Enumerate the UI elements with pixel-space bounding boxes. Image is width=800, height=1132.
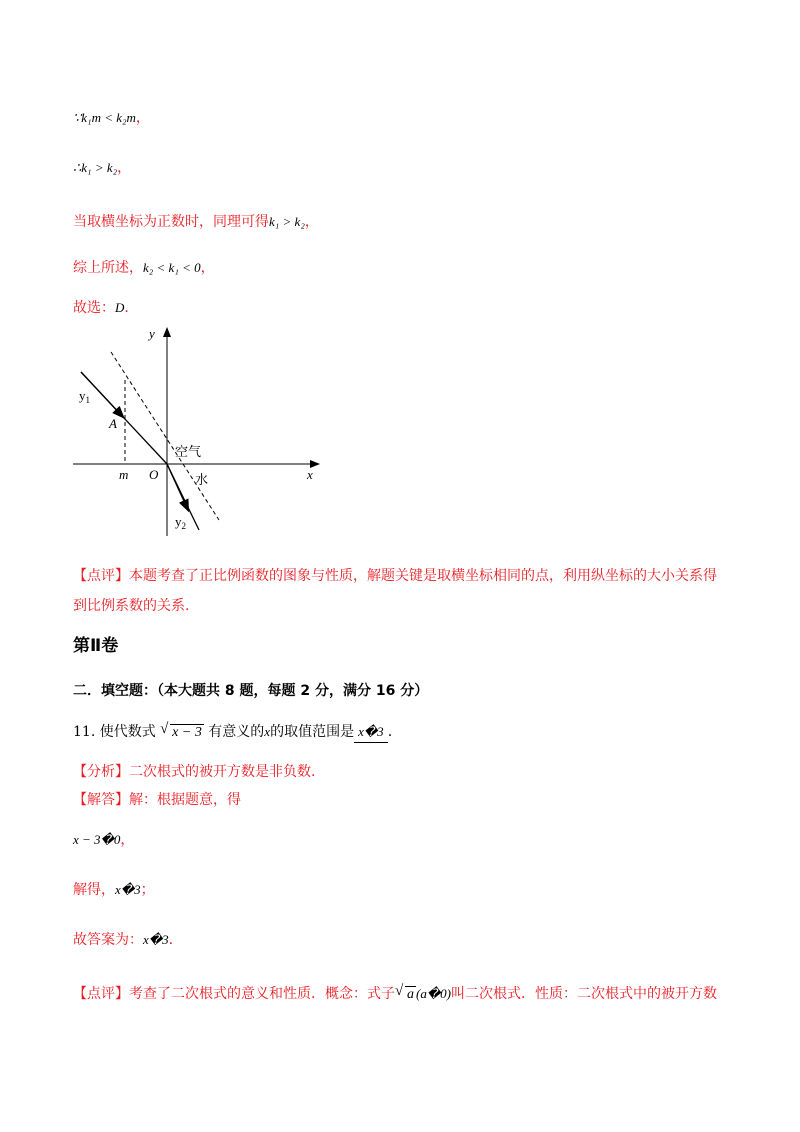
review-paragraph-1-cont bbox=[73, 596, 189, 616]
analysis-text: 二次根式的被开方数是非负数. bbox=[129, 764, 316, 780]
inequality-expression: k₁m < k₂m bbox=[81, 110, 136, 125]
inequality-expression: k₁ > k₂ bbox=[269, 214, 305, 229]
solution-text: 解：根据题意，得 bbox=[129, 792, 241, 808]
water-label: 水 bbox=[195, 472, 209, 487]
y1-letter: y bbox=[79, 388, 86, 403]
dashed-reference-line bbox=[111, 352, 219, 520]
sqrt-expression bbox=[160, 722, 204, 743]
question-text-b: 有意义的 bbox=[208, 724, 265, 740]
solution-tag: 【解答】 bbox=[73, 792, 129, 808]
line-text: 综上所述， bbox=[73, 260, 143, 276]
line-text: 当取横坐标为正数时，同理可得 bbox=[73, 214, 269, 230]
sqrt-sign-icon: √ bbox=[395, 983, 404, 999]
punctuation: ， bbox=[117, 160, 132, 176]
punctuation: ， bbox=[135, 110, 150, 126]
answer-choice-line bbox=[73, 298, 129, 318]
sqrt-expression bbox=[395, 984, 416, 1005]
question-text-c: 的取值范围是 bbox=[270, 724, 355, 740]
answer-expression: x�3 bbox=[143, 932, 169, 947]
punctuation: . bbox=[124, 300, 129, 316]
answer-value: x�3 bbox=[358, 724, 384, 739]
review-text-cont: 到比例系数的关系. bbox=[73, 598, 190, 614]
analysis-tag: 【分析】 bbox=[73, 764, 129, 780]
reasoning-line-1 bbox=[73, 108, 150, 128]
reasoning-line-2 bbox=[73, 158, 131, 178]
y1-label bbox=[79, 388, 90, 405]
section-title: 第Ⅱ卷 bbox=[73, 636, 119, 656]
y2-label bbox=[175, 514, 186, 531]
solution-step-1 bbox=[73, 830, 134, 850]
review-tag: 【点评】 bbox=[73, 568, 129, 584]
variable: x bbox=[264, 724, 271, 739]
point-a-label: A bbox=[109, 416, 117, 431]
question-11 bbox=[73, 722, 392, 743]
step-expression: x − 3�0 bbox=[73, 832, 121, 847]
solution-line bbox=[73, 790, 241, 810]
review-text-b: 叫二次根式．性质：二次根式中的被开方数 bbox=[451, 986, 717, 1002]
therefore-symbol: ∴ bbox=[73, 160, 82, 175]
solution-step-2 bbox=[73, 880, 155, 900]
refraction-diagram bbox=[73, 322, 333, 542]
air-label: 空气 bbox=[175, 444, 202, 459]
reasoning-line-3 bbox=[73, 212, 319, 232]
origin-label: O bbox=[149, 467, 159, 482]
review-tag: 【点评】 bbox=[73, 986, 129, 1002]
step-text: 解得， bbox=[73, 882, 115, 898]
review-text: 本题考查了正比例函数的图象与性质，解题关键是取横坐标相同的点，利用纵坐标的大小关系得 bbox=[129, 568, 717, 584]
analysis-line bbox=[73, 762, 315, 782]
y2-subscript: 2 bbox=[181, 521, 186, 531]
punctuation: . bbox=[168, 932, 174, 948]
review-paragraph-1 bbox=[73, 566, 717, 586]
y-axis-label: y bbox=[149, 326, 155, 341]
inequality-expression: k₂ < k₁ < 0 bbox=[143, 260, 201, 275]
point-m-label: m bbox=[119, 467, 129, 482]
question-number: 11. bbox=[73, 724, 96, 740]
answer-text: 故答案为： bbox=[73, 932, 143, 948]
answer-blank bbox=[354, 722, 388, 743]
sqrt-sign-icon: √ bbox=[160, 721, 169, 737]
x-axis-label: x bbox=[307, 467, 313, 482]
punctuation: ； bbox=[140, 882, 155, 898]
question-text-a: 使代数式 bbox=[99, 724, 156, 740]
solution-answer bbox=[73, 930, 173, 950]
because-symbol: ∵ bbox=[73, 110, 82, 125]
refracted-ray-arrow bbox=[167, 464, 188, 510]
review-text-a: 考查了二次根式的意义和性质．概念：式子 bbox=[129, 986, 395, 1002]
section-subtitle: 二．填空题：（本大题共 8 题，每题 2 分，满分 16 分） bbox=[73, 683, 429, 699]
question-end: . bbox=[387, 724, 393, 740]
radicand: a bbox=[407, 987, 414, 1002]
review-paragraph-2 bbox=[73, 984, 717, 1005]
y1-subscript: 1 bbox=[85, 395, 90, 405]
choice-letter: D bbox=[115, 300, 125, 315]
step-expression: x�3 bbox=[115, 882, 141, 897]
punctuation: ， bbox=[200, 260, 215, 276]
reasoning-line-4 bbox=[73, 258, 215, 278]
inequality-expression: k₁ > k₂ bbox=[81, 160, 118, 175]
condition: (a�0) bbox=[416, 986, 451, 1001]
radicand: x − 3 bbox=[172, 725, 202, 740]
punctuation: ， bbox=[120, 832, 135, 848]
line-text: 故选： bbox=[73, 300, 115, 316]
y2-letter: y bbox=[175, 514, 182, 529]
punctuation: ， bbox=[304, 214, 319, 230]
